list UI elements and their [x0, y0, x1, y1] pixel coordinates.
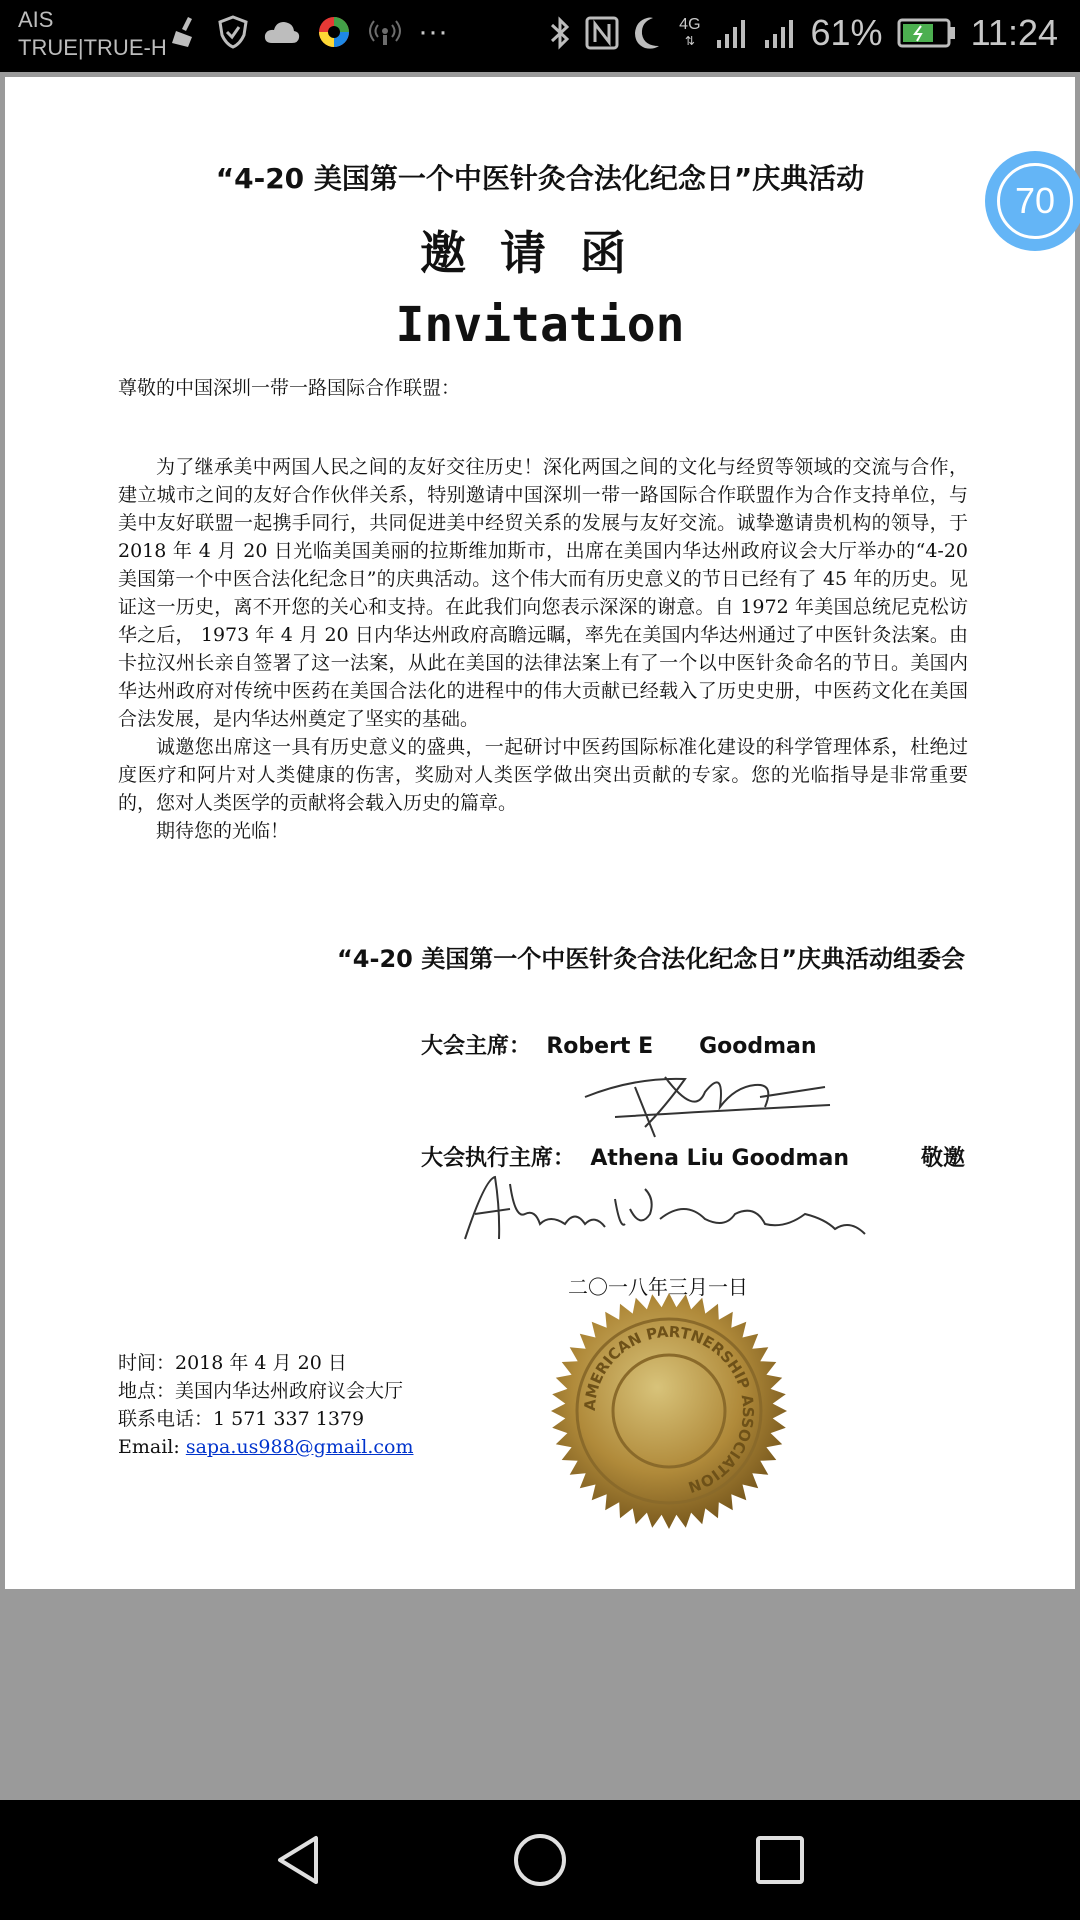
document-date: 二〇一八年三月一日 — [568, 1275, 748, 1299]
carrier-line2: TRUE|TRUE-H — [18, 35, 167, 60]
status-bar — [0, 0, 1080, 72]
more-dots-icon: ··· — [418, 15, 448, 48]
organizing-committee: “4-20 美国第一个中医针灸合法化纪念日”庆典活动组委会 — [337, 945, 965, 973]
navigation-bar — [0, 1800, 1080, 1920]
email-link[interactable]: sapa.us988@gmail.com — [185, 1436, 414, 1458]
respectfully-invite: 敬邀 — [920, 1146, 965, 1171]
chair-name: Robert E Goodman — [546, 1034, 817, 1059]
carrier-line1: AIS — [18, 7, 54, 32]
salutation: 尊敬的中国深圳一带一路国际合作联盟： — [118, 377, 461, 399]
battery-icon — [897, 17, 957, 49]
invitation-body — [118, 453, 968, 845]
seal-text: AMERICAN PARTNERSHIP ASSOCIATION — [580, 1322, 758, 1497]
moon-icon — [633, 16, 665, 50]
event-place: 地点：美国内华达州政府议会大厅 — [118, 1380, 404, 1402]
body-paragraph: 期待您的光临！ — [156, 820, 290, 842]
exec-signature — [455, 1169, 875, 1259]
title-chinese: 邀请函 — [420, 226, 660, 280]
event-time: 时间：2018 年 4 月 20 日 — [118, 1352, 347, 1374]
title-english: Invitation — [395, 297, 685, 353]
broom-icon — [170, 15, 202, 49]
email-label: Email: — [118, 1436, 186, 1458]
body-paragraph: 诚邀您出席这一具有历史意义的盛典，一起研讨中医药国际标准化建设的科学管理体系，杜绝过度医疗和阿片对人类健康的伤害，奖励对人类医学做出突出贡献的专家。您的光临指导是非常重要的，您对人类医学的贡献将会载入历史的篇章。 — [118, 736, 968, 814]
carrier-label — [18, 6, 167, 62]
battery-percent: 61% — [810, 12, 883, 53]
color-wheel-icon — [316, 14, 352, 50]
home-circle-icon[interactable] — [510, 1830, 570, 1890]
cloud-icon — [264, 19, 300, 45]
notification-icons — [170, 14, 448, 50]
chair-signature — [575, 1057, 835, 1147]
page-number-badge[interactable] — [985, 151, 1080, 251]
event-email — [118, 1433, 413, 1461]
gold-seal-icon — [549, 1291, 789, 1531]
network-type-text: 4G — [679, 16, 701, 33]
nfc-icon — [585, 16, 619, 50]
system-status — [549, 12, 1058, 54]
bluetooth-icon — [549, 15, 571, 51]
exec-chair-line — [421, 1141, 849, 1172]
body-paragraph: 为了继承美中两国人民之间的友好交往历史！深化两国之间的文化与经贸等领域的交流与合作，建立城市之间的友好合作伙伴关系，特别邀请中国深圳一带一路国际合作联盟作为合作支持单位，与美中友好联盟一起携手同行，共同促进美中经贸关系的发展与友好交流。诚挚邀请贵机构的领导，于 2018 年 4 月 20 日光临美国美丽的拉斯维加斯市，出席在美国内华达州政府议会大厅举办的“4-20 美国第一个中医合法化纪念日”的庆典活动。这个伟大而有历史意义的节日已经有了 45 年的历史。见证这一历史，离不开您的关心和支持。在此我们向您表示深深的谢意。自 1972 年美国总统尼克松访华之后， 1973 年 4 月 20 日内华达州政府高瞻远瞩，率先在美国内华达州通过了中医针灸法案。由卡拉汉州长亲自签署了这一法案，从此在美国的法律法案上有了一个以中医针灸命名的节日。美国内华达州政府对传统中医药在美国合法化的进程中的伟大贡献已经载入了历史史册，中医药文化在美国合法发展，是内华达州奠定了坚实的基础。 — [118, 456, 968, 730]
exec-name: Athena Liu Goodman — [590, 1146, 849, 1171]
signal-icon — [715, 16, 749, 50]
network-type-label: 4G ⇅ — [679, 16, 701, 48]
event-info — [118, 1349, 413, 1461]
recents-square-icon[interactable] — [750, 1830, 810, 1890]
event-phone: 联系电话：1 571 337 1379 — [118, 1408, 365, 1430]
event-headline: “4-20 美国第一个中医针灸合法化纪念日”庆典活动 — [215, 162, 865, 195]
back-triangle-icon[interactable] — [270, 1830, 330, 1890]
hotspot-icon — [368, 17, 402, 47]
exec-label: 大会执行主席： — [421, 1146, 576, 1171]
page-number: 70 — [997, 163, 1073, 239]
signal-icon-2 — [763, 16, 797, 50]
document-page[interactable] — [5, 77, 1075, 1589]
chair-label: 大会主席： — [421, 1034, 532, 1059]
clock: 11:24 — [970, 12, 1058, 53]
shield-icon — [218, 15, 248, 49]
chair-line — [421, 1029, 817, 1060]
